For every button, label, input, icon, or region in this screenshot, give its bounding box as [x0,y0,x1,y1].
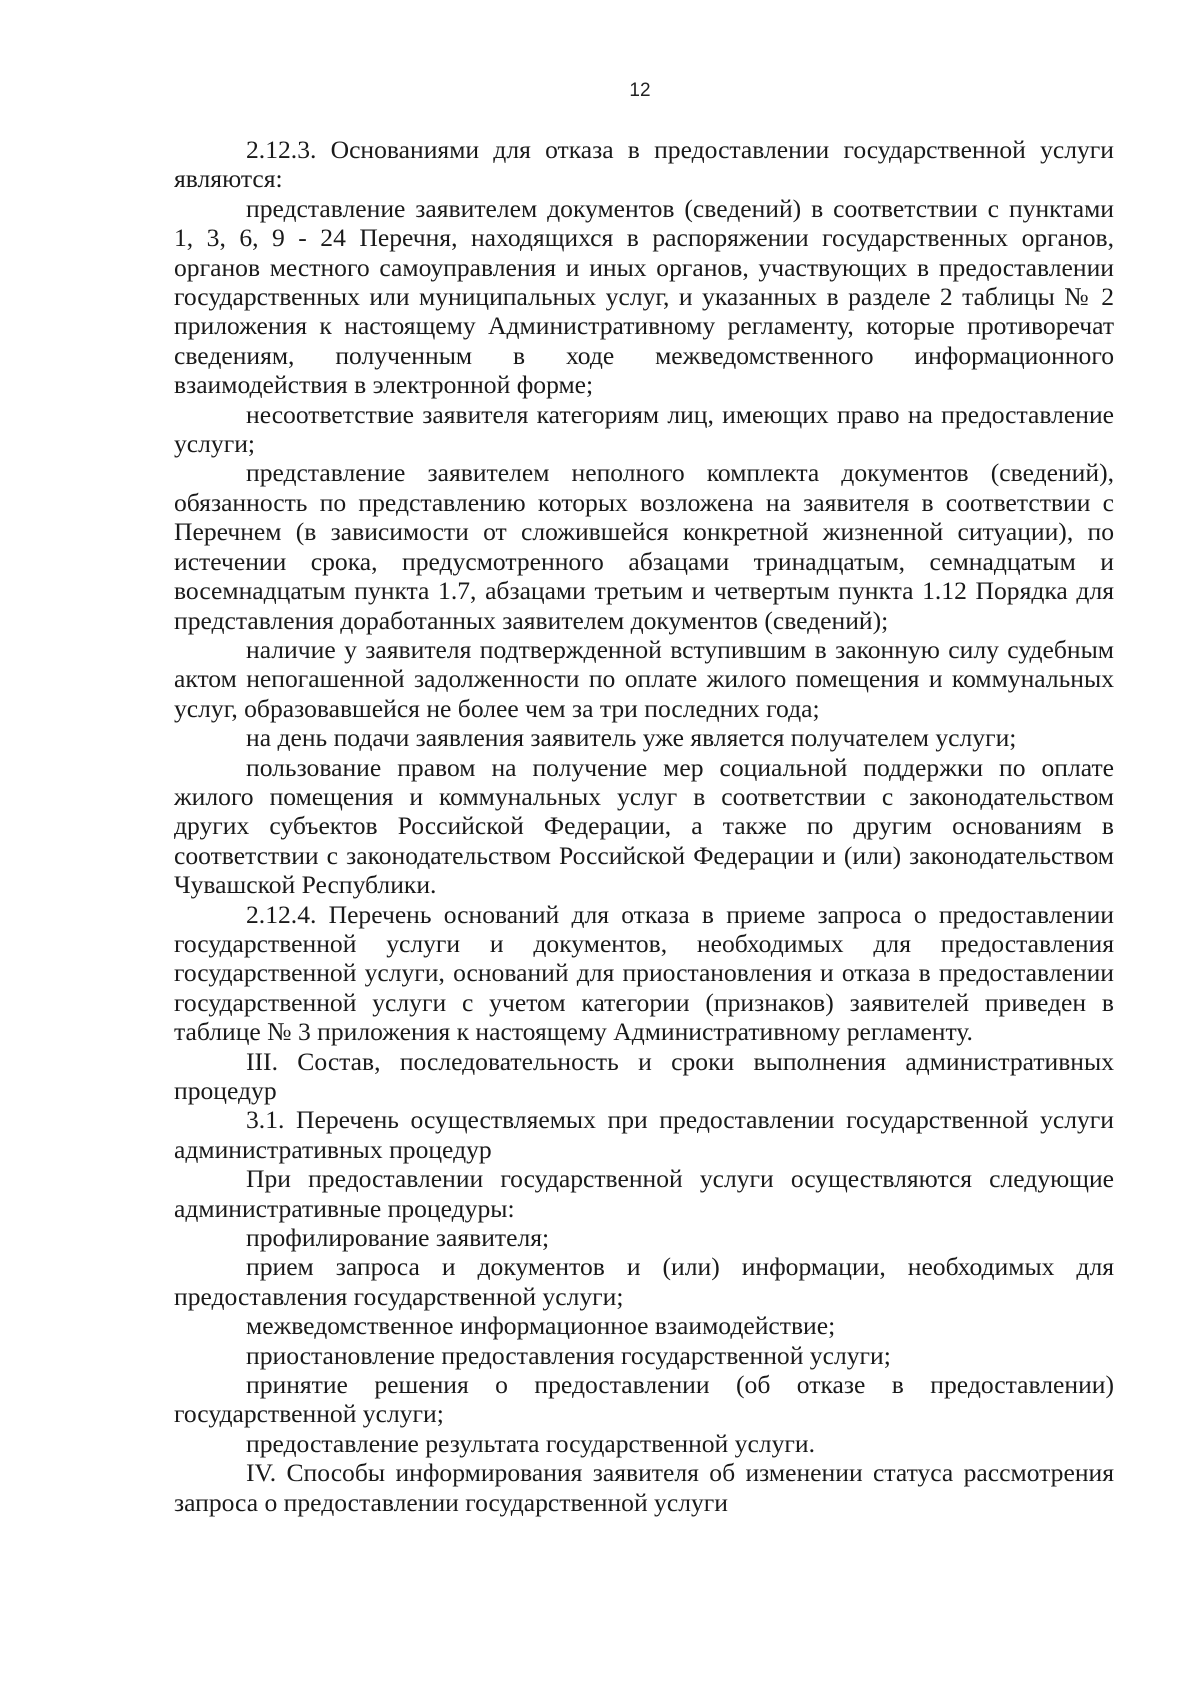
list-item-decision: принятие решения о предоставлении (об отказе в предоставлении) государственной услуги; [174,1370,1114,1429]
paragraph-3-1-heading: 3.1. Перечень осуществляемых при предоставлении государственной услуги административных процедур [174,1105,1114,1164]
paragraph-conflicting-documents: представление заявителем документов (сведений) в соответствии с пунктами 1, 3, 6, 9 - 24 Перечня, находящихся в распоряжении государственных органов, органов местного самоуправления и иных органов, участвующих в предоставлении государственных или муниципальных услуг, и указанных в разделе 2 таблицы № 2 приложения к настоящему Административному регламенту, которые противоречат сведениям, полученным в ходе межведомственного информационного взаимодействия в электронной форме; [174,193,1114,400]
page-number: 12 [629,80,651,101]
paragraph-incomplete-documents: представление заявителем неполного комплекта документов (сведений), обязанность по представлению которых возложена на заявителя в соответствии с Перечнем (в зависимости от сложившейся конкретной жизненной ситуации), по истечении срока, предусмотренного абзацами тринадцатым, семнадцатым и восемнадцатым пункта 1.7, абзацами третьим и четвертым пункта 1.12 Порядка для представления доработанных заявителем документов (сведений); [174,458,1114,635]
paragraph-procedures-intro: При предоставлении государственной услуги осуществляются следующие административные процедуры: [174,1164,1114,1223]
paragraph-already-recipient: на день подачи заявления заявитель уже является получателем услуги; [246,723,1017,753]
list-item-result: предоставление результата государственной услуги. [246,1428,815,1458]
section-heading-iv: IV. Способы информирования заявителя об изменении статуса рассмотрения запроса о предоставлении государственной услуги [174,1458,1114,1517]
list-item-suspension: приостановление предоставления государственной услуги; [246,1340,891,1370]
paragraph-2-12-3-heading: 2.12.3. Основаниями для отказа в предоставлении государственной услуги являются: [174,135,1114,194]
list-item-profiling: профилирование заявителя; [246,1223,550,1253]
section-heading-iii: III. Состав, последовательность и сроки выполнения административных процедур [174,1046,1114,1105]
document-body [174,135,1114,1517]
paragraph-debt: наличие у заявителя подтвержденной вступившим в законную силу судебным актом непогашенной задолженности по оплате жилого помещения и коммунальных услуг, образовавшейся не более чем за три последних года; [174,634,1114,723]
paragraph-category-mismatch: несоответствие заявителя категориям лиц, имеющих право на предоставление услуги; [174,399,1114,459]
list-item-request-intake: прием запроса и документов и (или) информации, необходимых для предоставления государственной услуги; [174,1252,1114,1311]
list-item-interagency: межведомственное информационное взаимодействие; [246,1311,836,1341]
paragraph-2-12-4: 2.12.4. Перечень оснований для отказа в приеме запроса о предоставлении государственной услуги и документов, необходимых для предоставления государственной услуги, оснований для приостановления и отказа в предоставлении государственной услуги с учетом категории (признаков) заявителей приведен в таблице № 3 приложения к настоящему Административному регламенту. [174,899,1114,1047]
paragraph-other-regions: пользование правом на получение мер социальной поддержки по оплате жилого помещения и коммунальных услуг в соответствии с законодательством других субъектов Российской Федерации, а также по другим основаниям в соответствии с законодательством Российской Федерации и (или) законодательством Чувашской Республики. [174,752,1114,900]
